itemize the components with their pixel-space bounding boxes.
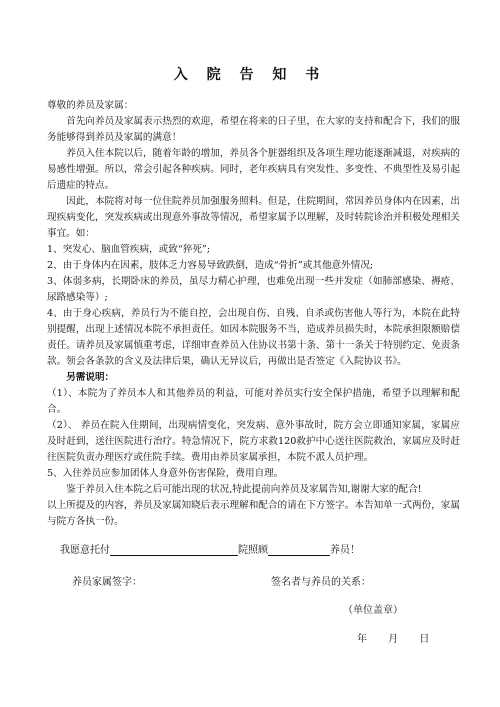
entrust-suffix: 养员！ [330,545,360,556]
note-item: （1）、本院为了养员本人和其他养员的利益，可能对养员实行安全保护措施，希望予以理解和配合。 [47,388,460,415]
entrust-prefix: 我愿意托付 [60,545,110,556]
list-item: 1、突发心、脑血管疾病，或致“猝死”; [47,244,211,255]
paragraph: 因此，本院将对每一位住院养员加强服务照料。但是，住院期间，常因养员身体内在因素，出现疾病变化，突发疾病或出现意外事故等情况，希望家属予以理解，及时转院诊治并积极处理相关事宜。如： [47,196,460,239]
document-title: 入 院 告 知 书 [173,67,327,83]
note-item: （2）、 养员在院入住期间，出现病情变化，突发病、意外事故时，院方会立即通知家属，家属应及时赶到，送往医院进行治疗。特急情况下，院方求救120救护中心送往医院救治，家属应及时赶往医院负责办理医疗或住院手续。费用由养员家属承担，本院不派人员护理。 [47,420,460,463]
note-item: 5、入住养员应参加团体人身意外伤害保险，费用自理。 [47,468,284,479]
entrust-line [60,541,360,556]
seal-label: （单位盖章） [343,605,403,616]
paragraph: 养员入住本院以后，随着年龄的增加，养员各个脏器组织及各项生理功能逐渐减退，对疾病的易感性增强。所以，常会引起各种疾病。同时，老年疾病具有突发性、多变性、不典型性及易引起后遗症的特点。 [47,148,460,191]
greeting: 尊敬的养员及家属： [47,100,134,111]
document-body [47,98,460,530]
paragraph: 首先向养员及家属表示热烈的欢迎，希望在将来的日子里，在大家的支持和配合下，我们的服务能够得到养员及家属的满意！ [47,116,460,143]
list-item: 4、由于身心疾病，养员行为不能自控，会出现自伤、自残、自杀或伤害他人等行为，本院在此特别提醒，出现上述情况本院不承担责任。如因本院服务不当，造成养员损失时，本院承担限额赔偿责任。请养员及家属慎重考虑，详细审查养员入住协议书第十条、第十一条关于特别约定、免责条款。领会各条款的含义及法律后果，确认无异议后，再做出是否签定《入院协议书》。 [47,308,460,367]
closing-line: 鉴于养员入住本院之后可能出现的状况,特此提前向养员及家属告知,谢谢大家的配合! [66,484,422,495]
list-item: 3、体弱多病，长期卧床的养员，虽尽力精心护理，也难免出现一些并发症（如肺部感染、褥疮、尿路感染等）; [47,276,460,303]
closing-line: 以上所提及的内容，养员及家属知晓后表示理解和配合的请在下方签字。本告知单一式两份，家属与院方各执一份。 [47,500,460,527]
relation-label: 签名者与养员的关系： [271,577,371,588]
entrust-middle: 院照顾 [238,545,268,556]
list-item: 2、由于身体内在因素，肢体乏力容易导致跌倒，造成“骨折”或其他意外情况; [47,260,374,271]
date-label: 年 月 日 [357,634,430,645]
note-heading: 另需说明： [66,372,115,383]
institution-blank[interactable] [110,543,238,556]
resident-name-blank[interactable] [268,543,330,556]
family-signature-label: 养员家属签字： [72,577,142,588]
